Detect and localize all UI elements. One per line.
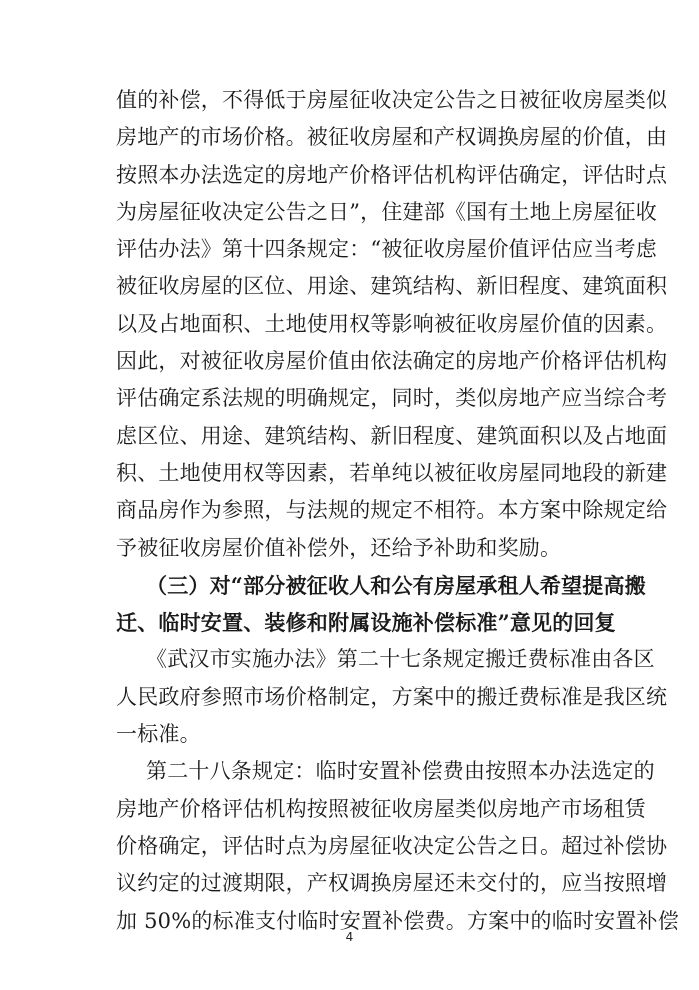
text-line: 以及占地面积、土地使用权等影响被征收房屋价值的因素。 <box>116 311 668 336</box>
section-heading-3 <box>116 567 646 642</box>
text-line: 房地产价格评估机构按照被征收房屋类似房地产市场租赁 <box>116 796 646 821</box>
page-number: 4 <box>345 930 354 944</box>
text-line: 议约定的过渡期限，产权调换房屋还未交付的，应当按照增 <box>116 871 668 896</box>
body-text <box>116 82 679 940</box>
text-line: 值的补偿，不得低于房屋征收决定公告之日被征收房屋类似 <box>116 88 668 112</box>
text-line: 予被征收房屋价值补偿外，还给予补助和奖励。 <box>116 535 562 560</box>
text-line: 评估确定系法规的明确规定，同时，类似房地产应当综合考 <box>116 386 668 411</box>
text-line: 第二十八条规定：临时安置补偿费由按照本办法选定的 <box>146 759 655 784</box>
text-line: 因此，对被征收房屋价值由依法确定的房地产价格评估机构 <box>116 349 668 374</box>
text-line: 房地产的市场价格。被征收房屋和产权调换房屋的价值，由 <box>116 125 668 150</box>
paragraph-article-28 <box>116 753 679 939</box>
text-line: 加 50%的标准支付临时安置补偿费。方案中的临时安置补偿 <box>116 908 679 933</box>
text-line: 为房屋征收决定公告之日”，住建部《国有土地上房屋征收 <box>116 199 657 224</box>
text-line: 积、土地使用权等因素，若单纯以被征收房屋同地段的新建 <box>116 460 668 485</box>
text-line: 《武汉市实施办法》第二十七条规定搬迁费标准由各区 <box>146 647 655 672</box>
text-line: 评估办法》第十四条规定：“被征收房屋价值评估应当考虑 <box>116 237 657 262</box>
heading-line: （三）对“部分被征收人和公有房屋承租人希望提高搬 <box>146 572 646 598</box>
paragraph-relocation-fee <box>116 641 668 753</box>
paragraph-value-compensation <box>116 82 668 567</box>
heading-line: 迁、临时安置、装修和附属设施补偿标准”意见的回复 <box>116 610 616 636</box>
text-line: 价格确定，评估时点为房屋征收决定公告之日。超过补偿协 <box>116 833 668 858</box>
text-line: 被征收房屋的区位、用途、建筑结构、新旧程度、建筑面积 <box>116 274 668 299</box>
text-line: 按照本办法选定的房地产价格评估机构评估确定，评估时点 <box>116 162 668 187</box>
text-line: 一标准。 <box>116 722 201 747</box>
text-line: 商品房作为参照，与法规的规定不相符。本方案中除规定给 <box>116 498 668 523</box>
text-line: 虑区位、用途、建筑结构、新旧程度、建筑面积以及占地面 <box>116 423 668 448</box>
text-line: 人民政府参照市场价格制定，方案中的搬迁费标准是我区统 <box>116 684 668 709</box>
